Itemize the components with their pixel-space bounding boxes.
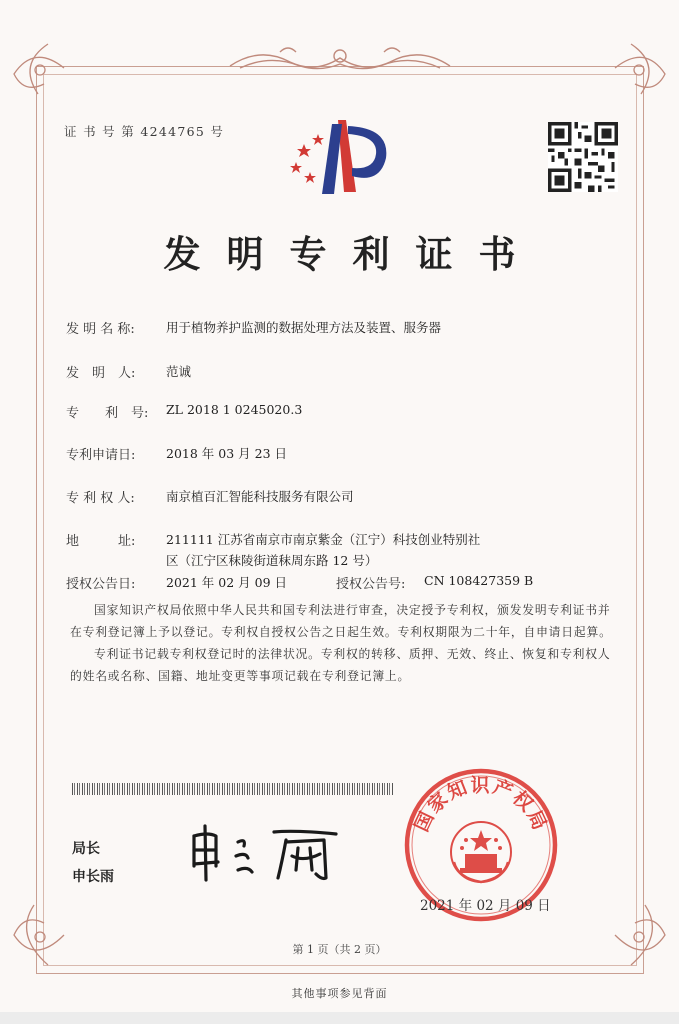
patentee-label: 专 利 权 人: — [66, 491, 135, 506]
legal-notice-paragraph-2: 专利证书记载专利权登记时的法律状况。专利权的转移、质押、无效、终止、恢复和专利权人的姓名或名称、国籍、地址变更等事项记载在专利登记簿上。 — [70, 647, 611, 683]
patentee-value: 南京植百汇智能科技服务有限公司 — [166, 489, 354, 504]
inventor-value: 范诚 — [166, 364, 192, 379]
legal-notice — [70, 599, 616, 687]
certificate-number-label: 证 书 号 第 — [64, 124, 136, 139]
filing-date-label: 专利申请日: — [66, 448, 136, 463]
signature-icon — [186, 822, 346, 884]
inventor-label: 发 明 人: — [66, 366, 136, 381]
certificate-number — [64, 122, 224, 140]
director-title: 局长 — [72, 841, 100, 857]
grant-date-label: 授权公告日: — [66, 577, 136, 592]
qr-code-icon — [548, 122, 618, 192]
legal-notice-paragraph-1: 国家知识产权局依照中华人民共和国专利法进行审查，决定授予专利权，颁发发明专利证书并在专利登记簿上予以登记。专利权自授权公告之日起生效。专利权期限为二十年，自申请日起算。 — [70, 603, 612, 639]
grant-date-value: 2021 年 02 月 09 日 — [166, 575, 287, 590]
corner-ornament-tl-icon — [4, 34, 74, 104]
patent-number-label: 专 利 号: — [66, 406, 149, 421]
corner-ornament-br-icon — [595, 895, 675, 975]
certificate-title: 发明专利证书 — [163, 232, 542, 276]
cnipa-logo-icon — [282, 114, 392, 198]
address-line-2: 区（江宁区秣陵街道秣周东路 12 号） — [166, 553, 378, 568]
certificate-number-value: 4244765 — [140, 124, 206, 139]
address-line-1: 211111 江苏省南京市南京紫金（江宁）科技创业特别社 — [166, 532, 481, 547]
corner-ornament-bl-icon — [4, 895, 84, 975]
invention-name-value: 用于植物养护监测的数据处理方法及装置、服务器 — [166, 320, 442, 335]
corner-ornament-tr-icon — [605, 34, 675, 104]
barcode-icon — [72, 783, 394, 795]
svg-text:国家知识产权局: 国家知识产权局 — [410, 774, 552, 836]
grant-number-value: CN 108427359 B — [424, 573, 534, 588]
certificate-number-suffix: 号 — [210, 124, 225, 139]
top-ornament-icon — [220, 40, 460, 80]
invention-name-label: 发 明 名 称: — [66, 322, 135, 337]
address-label: 地 址: — [66, 534, 136, 549]
footer-note: 其他事项参见背面 — [291, 987, 388, 1000]
filing-date-value: 2018 年 03 月 23 日 — [166, 446, 287, 461]
page-indicator: 第 1 页（共 2 页） — [292, 943, 387, 956]
grant-number-label: 授权公告号: — [336, 577, 406, 592]
seal-date: 2021 年 02 月 09 日 — [420, 898, 551, 914]
director-name: 申长雨 — [72, 869, 114, 885]
patent-number-value: ZL 2018 1 0245020.3 — [166, 402, 303, 417]
